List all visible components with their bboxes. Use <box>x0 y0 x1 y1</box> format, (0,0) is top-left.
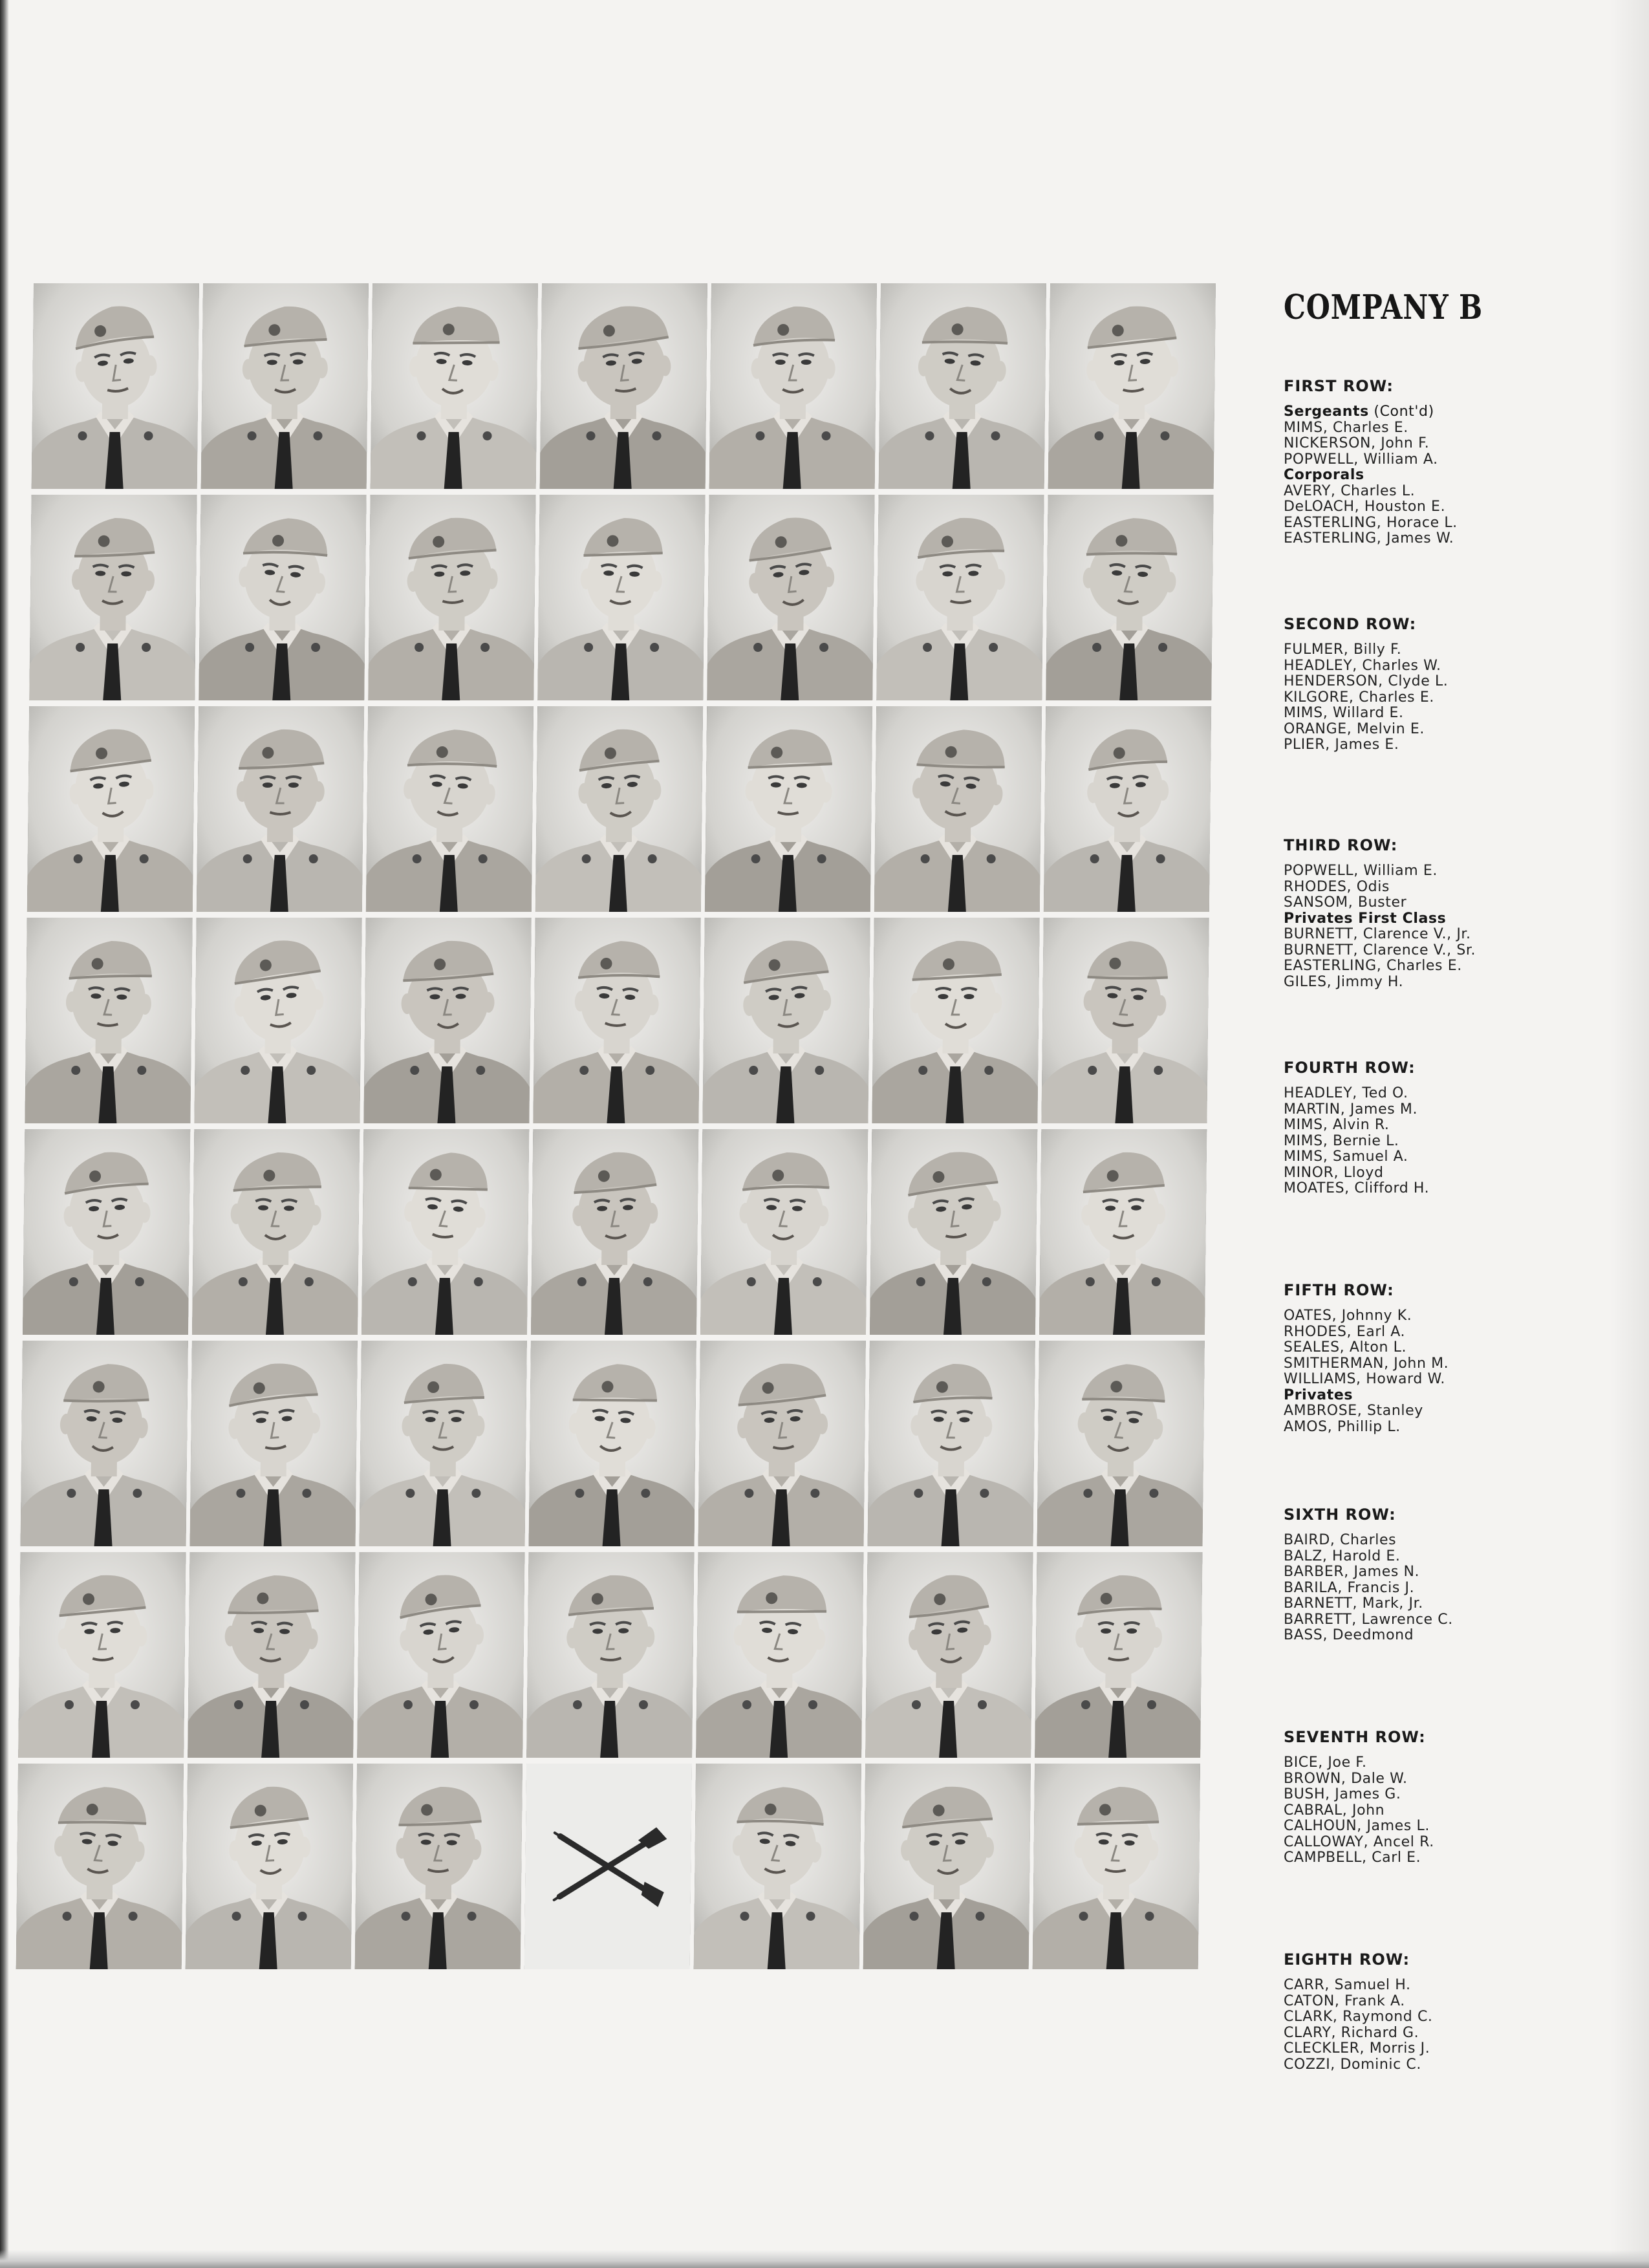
roster-name <box>1284 1596 1588 1612</box>
roster-name <box>1284 484 1588 500</box>
row-heading: SIXTH ROW: <box>1284 1506 1396 1524</box>
roster-name <box>1284 706 1588 722</box>
portrait-photo <box>360 1341 527 1546</box>
roster-name <box>1284 2057 1588 2073</box>
portrait-photo <box>526 1552 694 1758</box>
roster-name <box>1284 2041 1588 2057</box>
name-text: CLECKLER, Morris J. <box>1284 2040 1430 2057</box>
rank-label: Privates First Class <box>1284 910 1447 927</box>
scan-edge-bottom <box>0 2250 1649 2268</box>
crossed-rifles-icon <box>524 1764 692 1969</box>
portrait-photo <box>709 283 877 489</box>
roster-name <box>1284 420 1588 437</box>
portrait-photo <box>1035 1552 1202 1758</box>
name-text: RHODES, Odis <box>1284 878 1390 895</box>
roster-name <box>1284 1850 1588 1866</box>
name-text: MIMS, Samuel A. <box>1284 1149 1408 1165</box>
name-text: CALLOWAY, Ancel R. <box>1284 1833 1434 1850</box>
name-text: OATES, Johnny K. <box>1284 1308 1412 1324</box>
portrait-photo <box>201 283 369 489</box>
roster-name <box>1284 958 1588 975</box>
portrait-photo <box>21 1341 188 1546</box>
roster-name <box>1284 690 1588 706</box>
portrait-photo <box>696 1552 863 1758</box>
portrait-photo <box>190 1341 358 1546</box>
name-text: BURNETT, Clarence V., Jr. <box>1284 926 1471 942</box>
portrait-photo <box>874 706 1042 912</box>
portrait-photo <box>537 495 705 700</box>
name-text: BARRETT, Lawrence C. <box>1284 1611 1453 1628</box>
name-text: BROWN, Dale W. <box>1284 1770 1408 1787</box>
name-text: CABRAL, John <box>1284 1802 1385 1819</box>
portrait-photo <box>355 1764 523 1969</box>
name-text: MINOR, Lloyd <box>1284 1164 1384 1181</box>
portrait-photo <box>870 1129 1037 1335</box>
roster-name <box>1284 1340 1588 1356</box>
name-text: EASTERLING, Charles E. <box>1284 958 1462 974</box>
roster-name <box>1284 499 1588 515</box>
name-text: SMITHERMAN, John M. <box>1284 1355 1449 1372</box>
roster-name <box>1284 1564 1588 1581</box>
portrait-photo <box>705 706 872 912</box>
name-text: MARTIN, James M. <box>1284 1101 1418 1118</box>
name-text: ORANGE, Melvin E. <box>1284 720 1425 737</box>
name-text: EASTERLING, James W. <box>1284 530 1454 546</box>
roster-name <box>1284 1134 1588 1150</box>
page-title: COMPANY B <box>1284 288 1483 327</box>
row-heading: SEVENTH ROW: <box>1284 1728 1426 1746</box>
roster-name <box>1284 1771 1588 1787</box>
portrait-photo <box>23 1129 190 1335</box>
name-text: CLARY, Richard G. <box>1284 2024 1419 2041</box>
name-text: MIMS, Willard E. <box>1284 705 1404 721</box>
rank-heading <box>1284 911 1588 927</box>
roster-name <box>1284 1102 1588 1118</box>
name-text: BURNETT, Clarence V., Sr. <box>1284 942 1476 958</box>
roster-name <box>1284 1149 1588 1165</box>
roster-name <box>1284 1118 1588 1134</box>
portrait-photo <box>29 495 197 700</box>
rank-label: Sergeants <box>1284 404 1369 420</box>
portrait-photo <box>707 495 874 700</box>
name-text: CAMPBELL, Carl E. <box>1284 1850 1421 1866</box>
roster-name <box>1284 658 1588 675</box>
portrait-photo <box>357 1552 524 1758</box>
portrait-photo <box>194 918 361 1123</box>
name-text: WILLIAMS, Howard W. <box>1284 1371 1445 1387</box>
name-text: BARBER, James N. <box>1284 1564 1420 1580</box>
name-text: BASS, Deedmond <box>1284 1627 1414 1643</box>
portrait-photo <box>1039 1129 1207 1335</box>
roster-row-block <box>1284 1281 1588 1435</box>
portrait-grid <box>16 283 1216 1969</box>
roster-row-block <box>1284 615 1588 753</box>
portrait-photo <box>25 918 192 1123</box>
portrait-photo <box>197 706 364 912</box>
scan-edge <box>0 0 9 2268</box>
roster-name <box>1284 1581 1588 1597</box>
name-text: GILES, Jimmy H. <box>1284 973 1404 990</box>
roster-name <box>1284 1308 1588 1324</box>
portrait-photo <box>1033 1764 1200 1969</box>
portrait-photo <box>700 1129 868 1335</box>
name-text: CATON, Frank A. <box>1284 1993 1405 2009</box>
name-text: HEADLEY, Ted O. <box>1284 1085 1408 1101</box>
name-text: AMBROSE, Stanley <box>1284 1403 1423 1419</box>
portrait-photo <box>361 1129 529 1335</box>
portrait-photo <box>535 706 703 912</box>
row-heading: EIGHTH ROW: <box>1284 1950 1410 1969</box>
portrait-photo <box>876 495 1044 700</box>
roster-name <box>1284 2025 1588 2042</box>
portrait-photo <box>32 283 199 489</box>
roster-name <box>1284 2009 1588 2025</box>
name-text: MIMS, Alvin R. <box>1284 1117 1390 1133</box>
name-text: HENDERSON, Clyde L. <box>1284 673 1449 689</box>
roster-name <box>1284 452 1588 468</box>
roster-name <box>1284 895 1588 911</box>
roster-name <box>1284 1628 1588 1644</box>
roster-name <box>1284 1994 1588 2010</box>
portrait-photo <box>368 495 535 700</box>
roster-name <box>1284 1165 1588 1182</box>
portrait-photo <box>366 706 534 912</box>
name-text: BUSH, James G. <box>1284 1786 1401 1802</box>
rank-suffix: (Cont'd) <box>1368 404 1434 420</box>
name-text: DeLOACH, Houston E. <box>1284 499 1446 515</box>
portrait-photo <box>199 495 366 700</box>
name-text: CLARK, Raymond C. <box>1284 2009 1433 2025</box>
portrait-photo <box>863 1764 1031 1969</box>
name-text: HEADLEY, Charles W. <box>1284 657 1441 674</box>
roster-name <box>1284 1420 1588 1436</box>
name-text: KILGORE, Charles E. <box>1284 689 1434 706</box>
portrait-photo <box>16 1764 184 1969</box>
roster-name <box>1284 1324 1588 1341</box>
roster-row-block <box>1284 1950 1588 2073</box>
roster-name <box>1284 737 1588 753</box>
roster-name <box>1284 1612 1588 1628</box>
portrait-photo <box>1037 1341 1205 1546</box>
roster-name <box>1284 642 1588 658</box>
portrait-photo <box>363 918 531 1123</box>
portrait-photo <box>540 283 707 489</box>
portrait-photo <box>1046 495 1213 700</box>
portrait-photo <box>188 1552 355 1758</box>
roster-row-block <box>1284 1506 1588 1644</box>
name-text: PLIER, James E. <box>1284 737 1399 753</box>
name-text: AVERY, Charles L. <box>1284 482 1416 499</box>
name-text: BICE, Joe F. <box>1284 1755 1367 1771</box>
roster-name <box>1284 1755 1588 1771</box>
portrait-photo <box>702 918 870 1123</box>
name-text: MIMS, Charles E. <box>1284 419 1408 436</box>
portrait-photo <box>371 283 538 489</box>
name-text: BARILA, Francis J. <box>1284 1579 1415 1596</box>
portrait-photo <box>865 1552 1033 1758</box>
roster-name <box>1284 975 1588 991</box>
name-text: FULMER, Billy F. <box>1284 642 1402 658</box>
name-text: BAIRD, Charles <box>1284 1532 1397 1548</box>
roster-name <box>1284 943 1588 959</box>
name-text: POPWELL, William E. <box>1284 863 1438 879</box>
portrait-photo <box>698 1341 866 1546</box>
roster-name <box>1284 1549 1588 1565</box>
roster-name <box>1284 1978 1588 1994</box>
roster-name <box>1284 722 1588 738</box>
name-text: NICKERSON, John F. <box>1284 435 1430 451</box>
roster-name <box>1284 1803 1588 1819</box>
roster-column <box>1284 288 1588 2073</box>
roster-name <box>1284 1787 1588 1803</box>
portrait-photo <box>186 1764 353 1969</box>
name-text: CARR, Samuel H. <box>1284 1977 1411 1993</box>
portrait-photo <box>27 706 195 912</box>
name-text: MOATES, Clifford H. <box>1284 1180 1430 1196</box>
roster-name <box>1284 436 1588 452</box>
portrait-photo <box>1044 706 1211 912</box>
roster-name <box>1284 863 1588 880</box>
portrait-photo <box>1048 283 1216 489</box>
portrait-photo <box>192 1129 360 1335</box>
roster-name <box>1284 1372 1588 1388</box>
roster-name <box>1284 1819 1588 1835</box>
rank-heading <box>1284 1388 1588 1404</box>
roster-name <box>1284 531 1588 547</box>
row-heading: FOURTH ROW: <box>1284 1059 1416 1077</box>
name-text: COZZI, Dominic C. <box>1284 2056 1421 2073</box>
portrait-photo <box>533 918 700 1123</box>
rank-label: Privates <box>1284 1387 1353 1403</box>
portrait-photo <box>694 1764 861 1969</box>
roster-name <box>1284 1533 1588 1549</box>
scan-shadow <box>1610 0 1649 2268</box>
roster-name <box>1284 674 1588 690</box>
roster-name <box>1284 1086 1588 1102</box>
rank-heading <box>1284 468 1588 484</box>
roster-row-block <box>1284 1059 1588 1197</box>
roster-name <box>1284 1835 1588 1851</box>
roster-row-block <box>1284 836 1588 990</box>
roster-row-block <box>1284 1728 1588 1866</box>
rank-label: Corporals <box>1284 467 1364 483</box>
name-text: MIMS, Bernie L. <box>1284 1132 1399 1149</box>
name-text: CALHOUN, James L. <box>1284 1818 1430 1834</box>
name-text: SEALES, Alton L. <box>1284 1339 1407 1355</box>
roster-name <box>1284 1356 1588 1372</box>
portrait-photo <box>868 1341 1035 1546</box>
name-text: EASTERLING, Horace L. <box>1284 514 1458 531</box>
name-text: POPWELL, William A. <box>1284 451 1438 468</box>
roster-row-block <box>1284 377 1588 547</box>
rank-heading <box>1284 404 1588 420</box>
portrait-photo <box>872 918 1039 1123</box>
roster-name <box>1284 880 1588 896</box>
roster-name <box>1284 1181 1588 1197</box>
roster-name <box>1284 1403 1588 1420</box>
row-heading: FIFTH ROW: <box>1284 1281 1394 1299</box>
portrait-photo <box>529 1341 696 1546</box>
portrait-photo <box>1041 918 1209 1123</box>
name-text: BALZ, Harold E. <box>1284 1548 1401 1564</box>
row-heading: SECOND ROW: <box>1284 615 1417 633</box>
portrait-photo <box>531 1129 698 1335</box>
name-text: BARNETT, Mark, Jr. <box>1284 1595 1423 1612</box>
name-text: AMOS, Phillip L. <box>1284 1418 1401 1435</box>
row-heading: FIRST ROW: <box>1284 377 1394 395</box>
portrait-photo <box>879 283 1046 489</box>
roster-name <box>1284 927 1588 943</box>
portrait-photo <box>18 1552 186 1758</box>
roster-name <box>1284 515 1588 532</box>
name-text: RHODES, Earl A. <box>1284 1323 1406 1340</box>
name-text: SANSOM, Buster <box>1284 894 1407 911</box>
row-heading: THIRD ROW: <box>1284 836 1398 854</box>
